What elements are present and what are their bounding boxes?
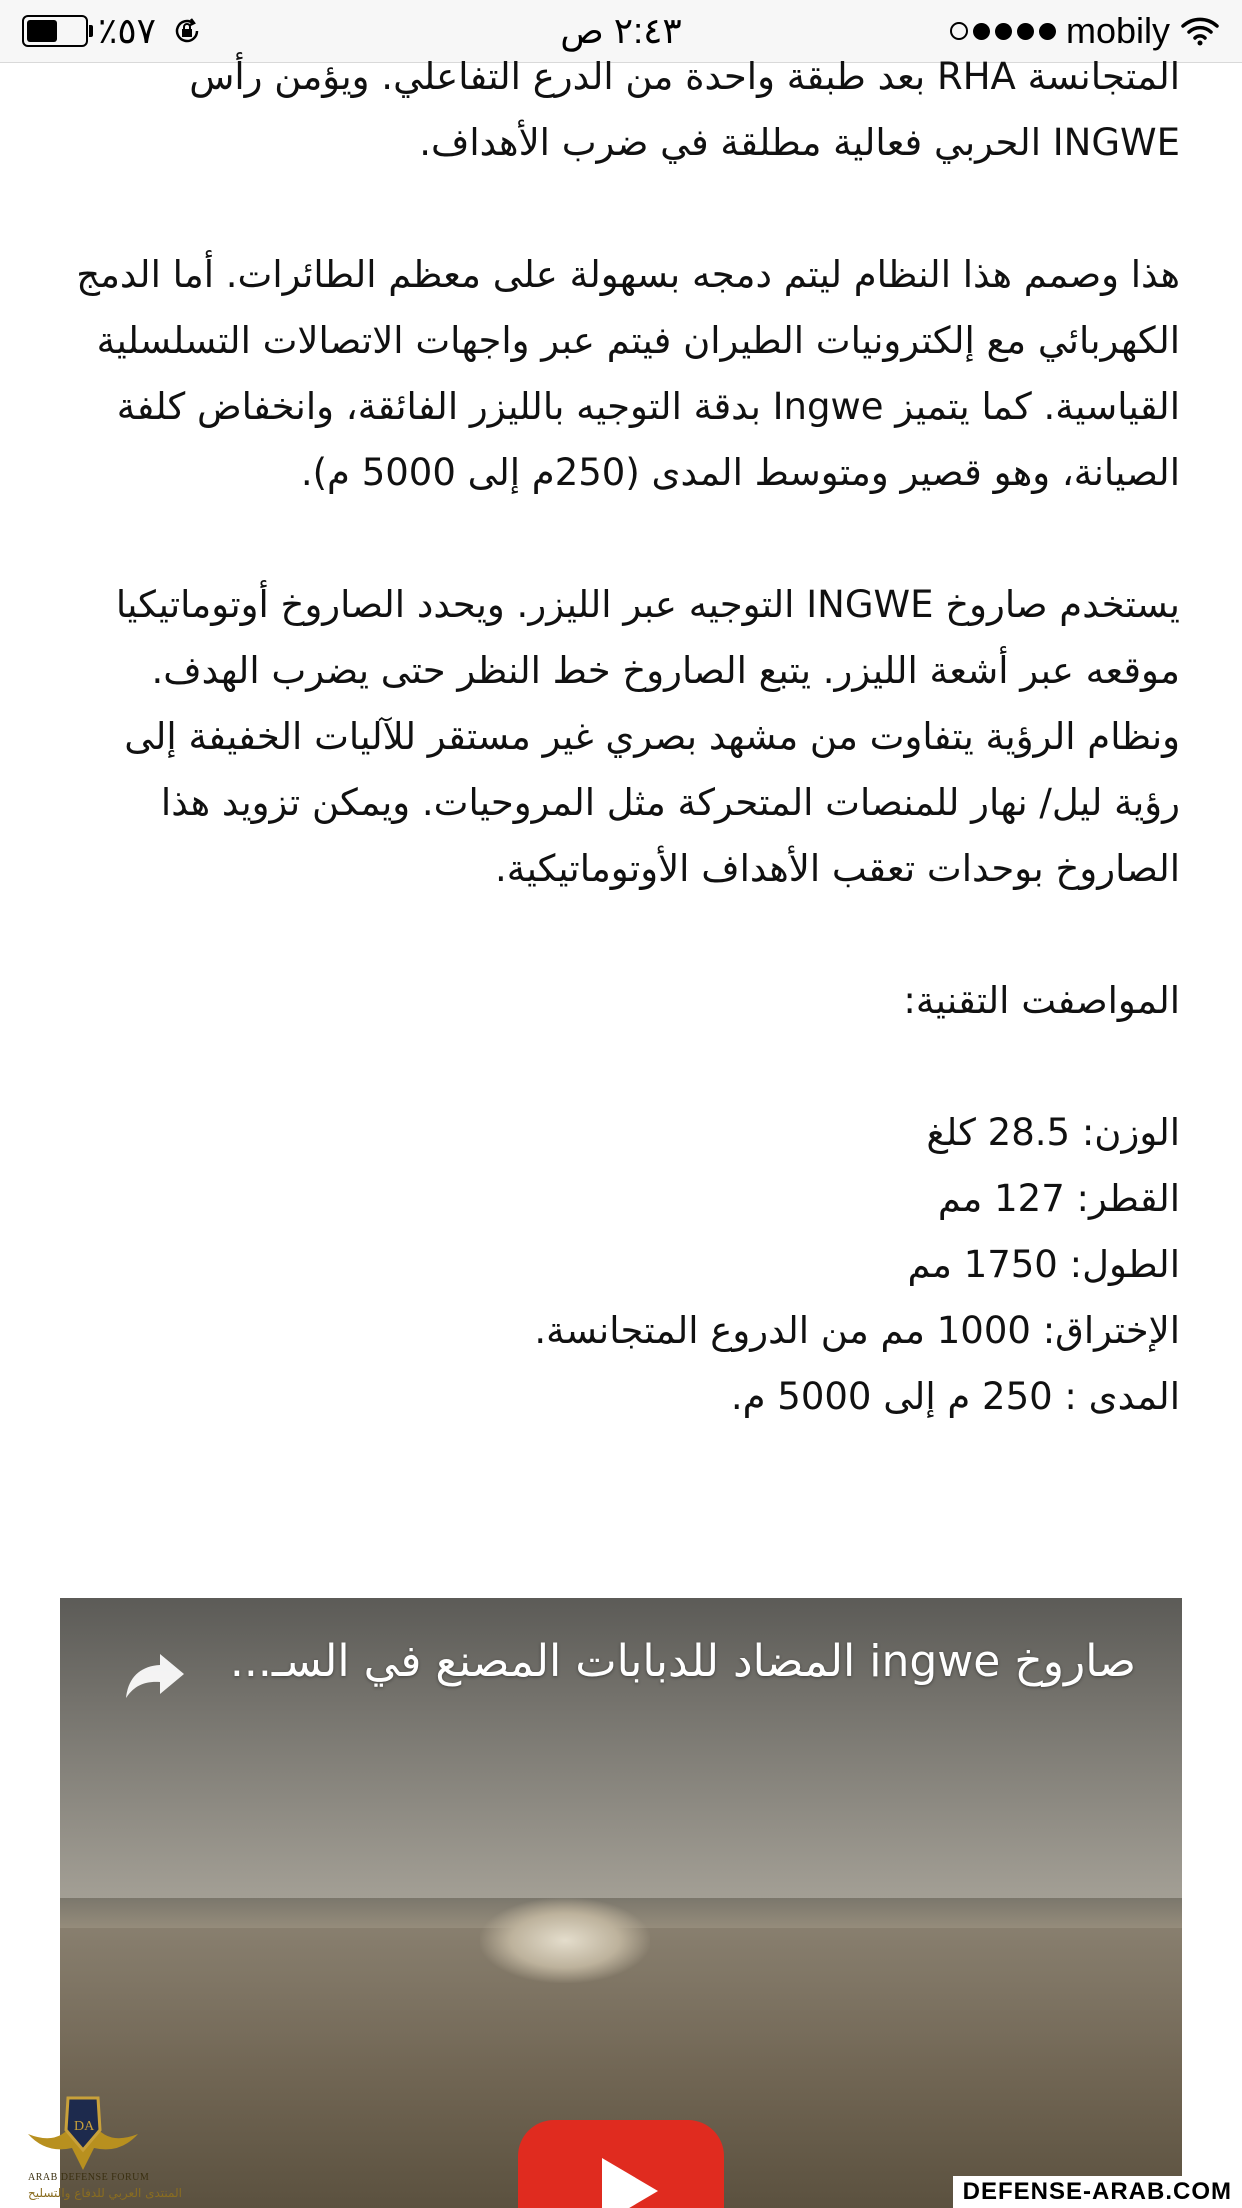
- site-watermark: DEFENSE-ARAB.COM: [953, 2176, 1242, 2208]
- signal-dot: [1039, 23, 1056, 40]
- svg-text:DA: DA: [74, 2119, 95, 2134]
- article-paragraph: المتجانسة RHA بعد طبقة واحدة من الدرع التفاعلي. ويؤمن رأس INGWE الحربي فعالية مطلقة في ضرب الأهداف.: [189, 55, 1180, 164]
- spec-item-diameter: القطر: 127 مم: [937, 1177, 1180, 1220]
- article-paragraph: يستخدم صاروخ INGWE التوجيه عبر الليزر. ويحدد الصاروخ أوتوماتيكيا موقعه عبر أشعة الليزر. يتبع الصاروخ خط النظر حتى يضرب الهدف. ونظام الرؤية يتفاوت من مشهد بصري غير مستقر للآليات الخفيفة إلى رؤية ليل/ نهار للمنصات المتحركة مثل المروحيات. ويمكن تزويد هذا الصاروخ بوحدات تعقب الأهداف الأوتوماتيكية.: [115, 583, 1180, 890]
- video-thumbnail-smoke: [480, 1898, 650, 1983]
- play-icon[interactable]: [518, 2120, 724, 2208]
- wifi-icon: [1180, 16, 1220, 46]
- article-body: [60, 44, 1180, 1430]
- paragraph-spacer: [60, 902, 1180, 968]
- signal-dot: [995, 23, 1012, 40]
- battery-percent: ٪٥٧: [98, 10, 157, 51]
- forum-logo-text-en: ARAB DEFENSE FORUM: [28, 2172, 150, 2183]
- paragraph-spacer: [60, 176, 1180, 242]
- paragraph-spacer: [60, 1034, 1180, 1100]
- status-time: ٢:٤٣ ص: [560, 10, 682, 51]
- paragraph-spacer: [60, 506, 1180, 572]
- signal-dot: [1017, 23, 1034, 40]
- spec-item-range: المدى : 250 م إلى 5000 م.: [730, 1375, 1180, 1418]
- signal-dot: [973, 23, 990, 40]
- specs-heading: المواصفت التقنية:: [903, 979, 1180, 1022]
- signal-dot: [950, 22, 968, 40]
- spec-item-penetration: الإختراق: 1000 مم من الدروع المتجانسة.: [534, 1309, 1180, 1352]
- forum-logo-text-ar: المنتدى العربي للدفاع والتسليح: [28, 2186, 182, 2200]
- spec-item-length: الطول: 1750 مم: [907, 1243, 1180, 1286]
- carrier-name: mobily: [1065, 10, 1170, 51]
- article-paragraph: هذا وصمم هذا النظام ليتم دمجه بسهولة على معظم الطائرات. أما الدمج الكهربائي مع إلكترونيات الطيران فيتم عبر واجهات الاتصالات التسلسلية القياسية. كما يتميز Ingwe بدقة التوجيه بالليزر الفائقة، وانخفاض كلفة الصيانة، وهو قصير ومتوسط المدى (250م إلى 5000 م).: [76, 253, 1180, 494]
- spec-item-weight: الوزن: 28.5 كلغ: [926, 1111, 1180, 1154]
- video-player[interactable]: [60, 1598, 1182, 2208]
- share-icon[interactable]: [124, 1650, 186, 1700]
- video-title[interactable]: صاروخ ingwe المضاد للدبابات المصنع في السـ...: [229, 1636, 1136, 1687]
- signal-icon: [950, 22, 1056, 40]
